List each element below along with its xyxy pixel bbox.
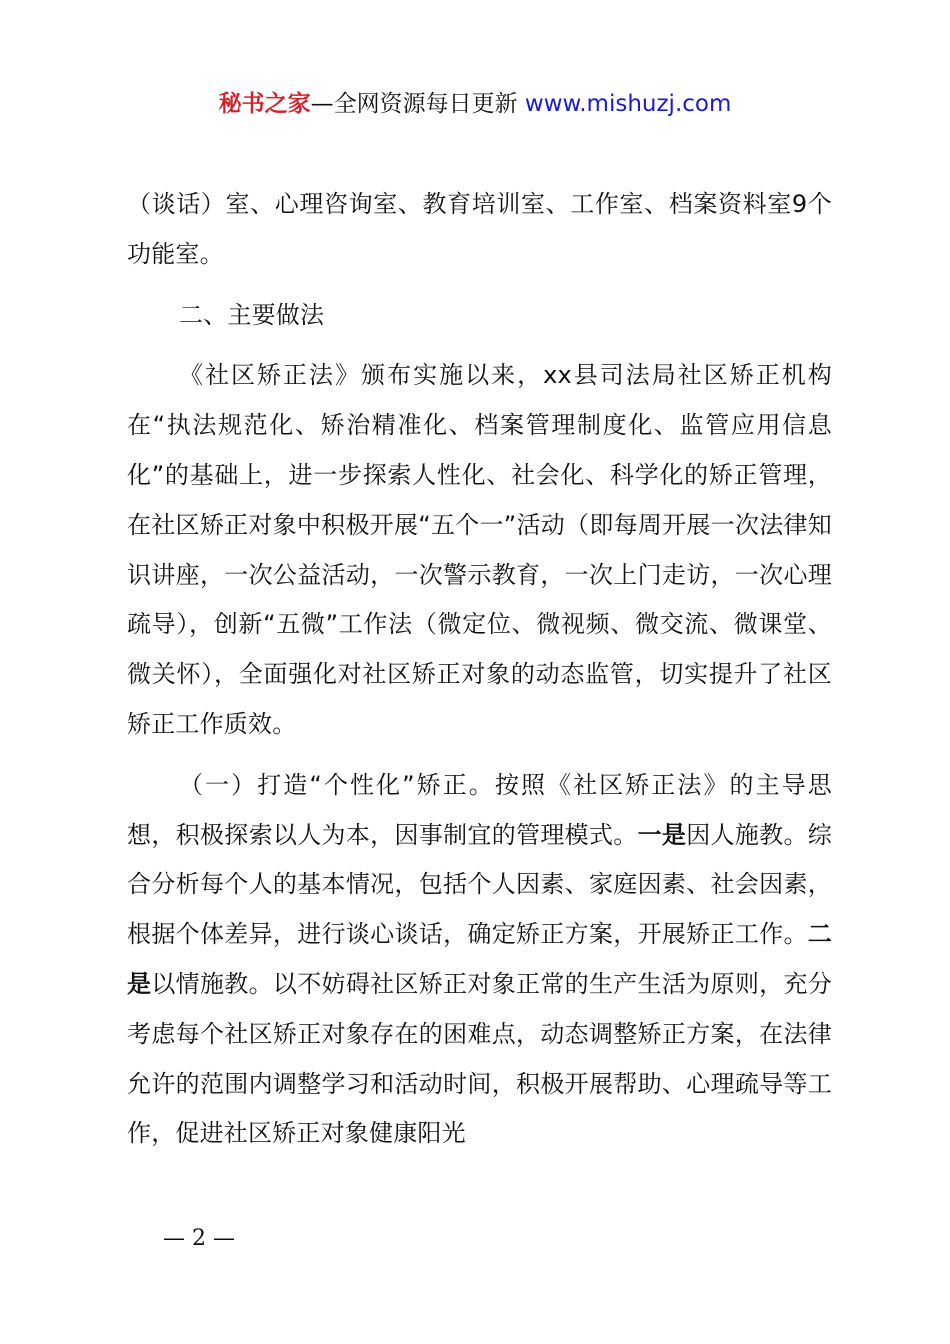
section-heading: 二、主要做法: [179, 300, 325, 329]
paragraph-text: 以情施教。以不妨碍社区矫正对象正常的生产生活为原则，充分考虑每个社区矫正对象存在的困难点，动态调整矫正方案，在法律允许的范围内调整学习和活动时间，积极开展帮助、心理疏导等工作，促进社区矫正对象健康阳光: [127, 969, 832, 1148]
paragraph-personalized-correction: [127, 761, 832, 1159]
header-tagline: —全网资源每日更新: [310, 91, 518, 117]
paragraph-text: 因人施教。综合分析每个人的基本情况，包括个人因素、家庭因素、社会因素，根据个体差异，进行谈心谈话，确定矫正方案，开展矫正工作。: [127, 820, 833, 949]
paragraph-main-practices: 《社区矫正法》颁布实施以来，xx县司法局社区矫正机构在“执法规范化、矫治精准化、档案管理制度化、监管应用信息化”的基础上，进一步探索人性化、社会化、科学化的矫正管理，在社区矫正对象中积极开展“五个一”活动（即每周开展一次法律知识讲座，一次公益活动，一次警示教育，一次上门走访，一次心理疏导），创新“五微”工作法（微定位、微视频、微交流、微课堂、微关怀），全面强化对社区矫正对象的动态监管，切实提升了社区矫正工作质效。: [127, 361, 832, 738]
paragraph-continuation: （谈话）室、心理咨询室、教育培训室、工作室、档案资料室9个功能室。: [127, 190, 832, 268]
bold-keyword: 一是: [637, 820, 687, 849]
paragraph-text: （一）打造“个性化”矫正。按照《社区矫正法》的主导思想，积极探索以人为本，因事制宜的管理模式。: [127, 770, 832, 849]
bold-keyword: 二是: [127, 920, 832, 998]
document-body: [127, 180, 832, 1159]
site-url-link[interactable]: www.mishuzj.com: [524, 91, 732, 117]
site-header: [0, 86, 950, 122]
brand-name: 秘书之家: [218, 91, 311, 117]
page-number: — 2 —: [163, 1226, 235, 1251]
